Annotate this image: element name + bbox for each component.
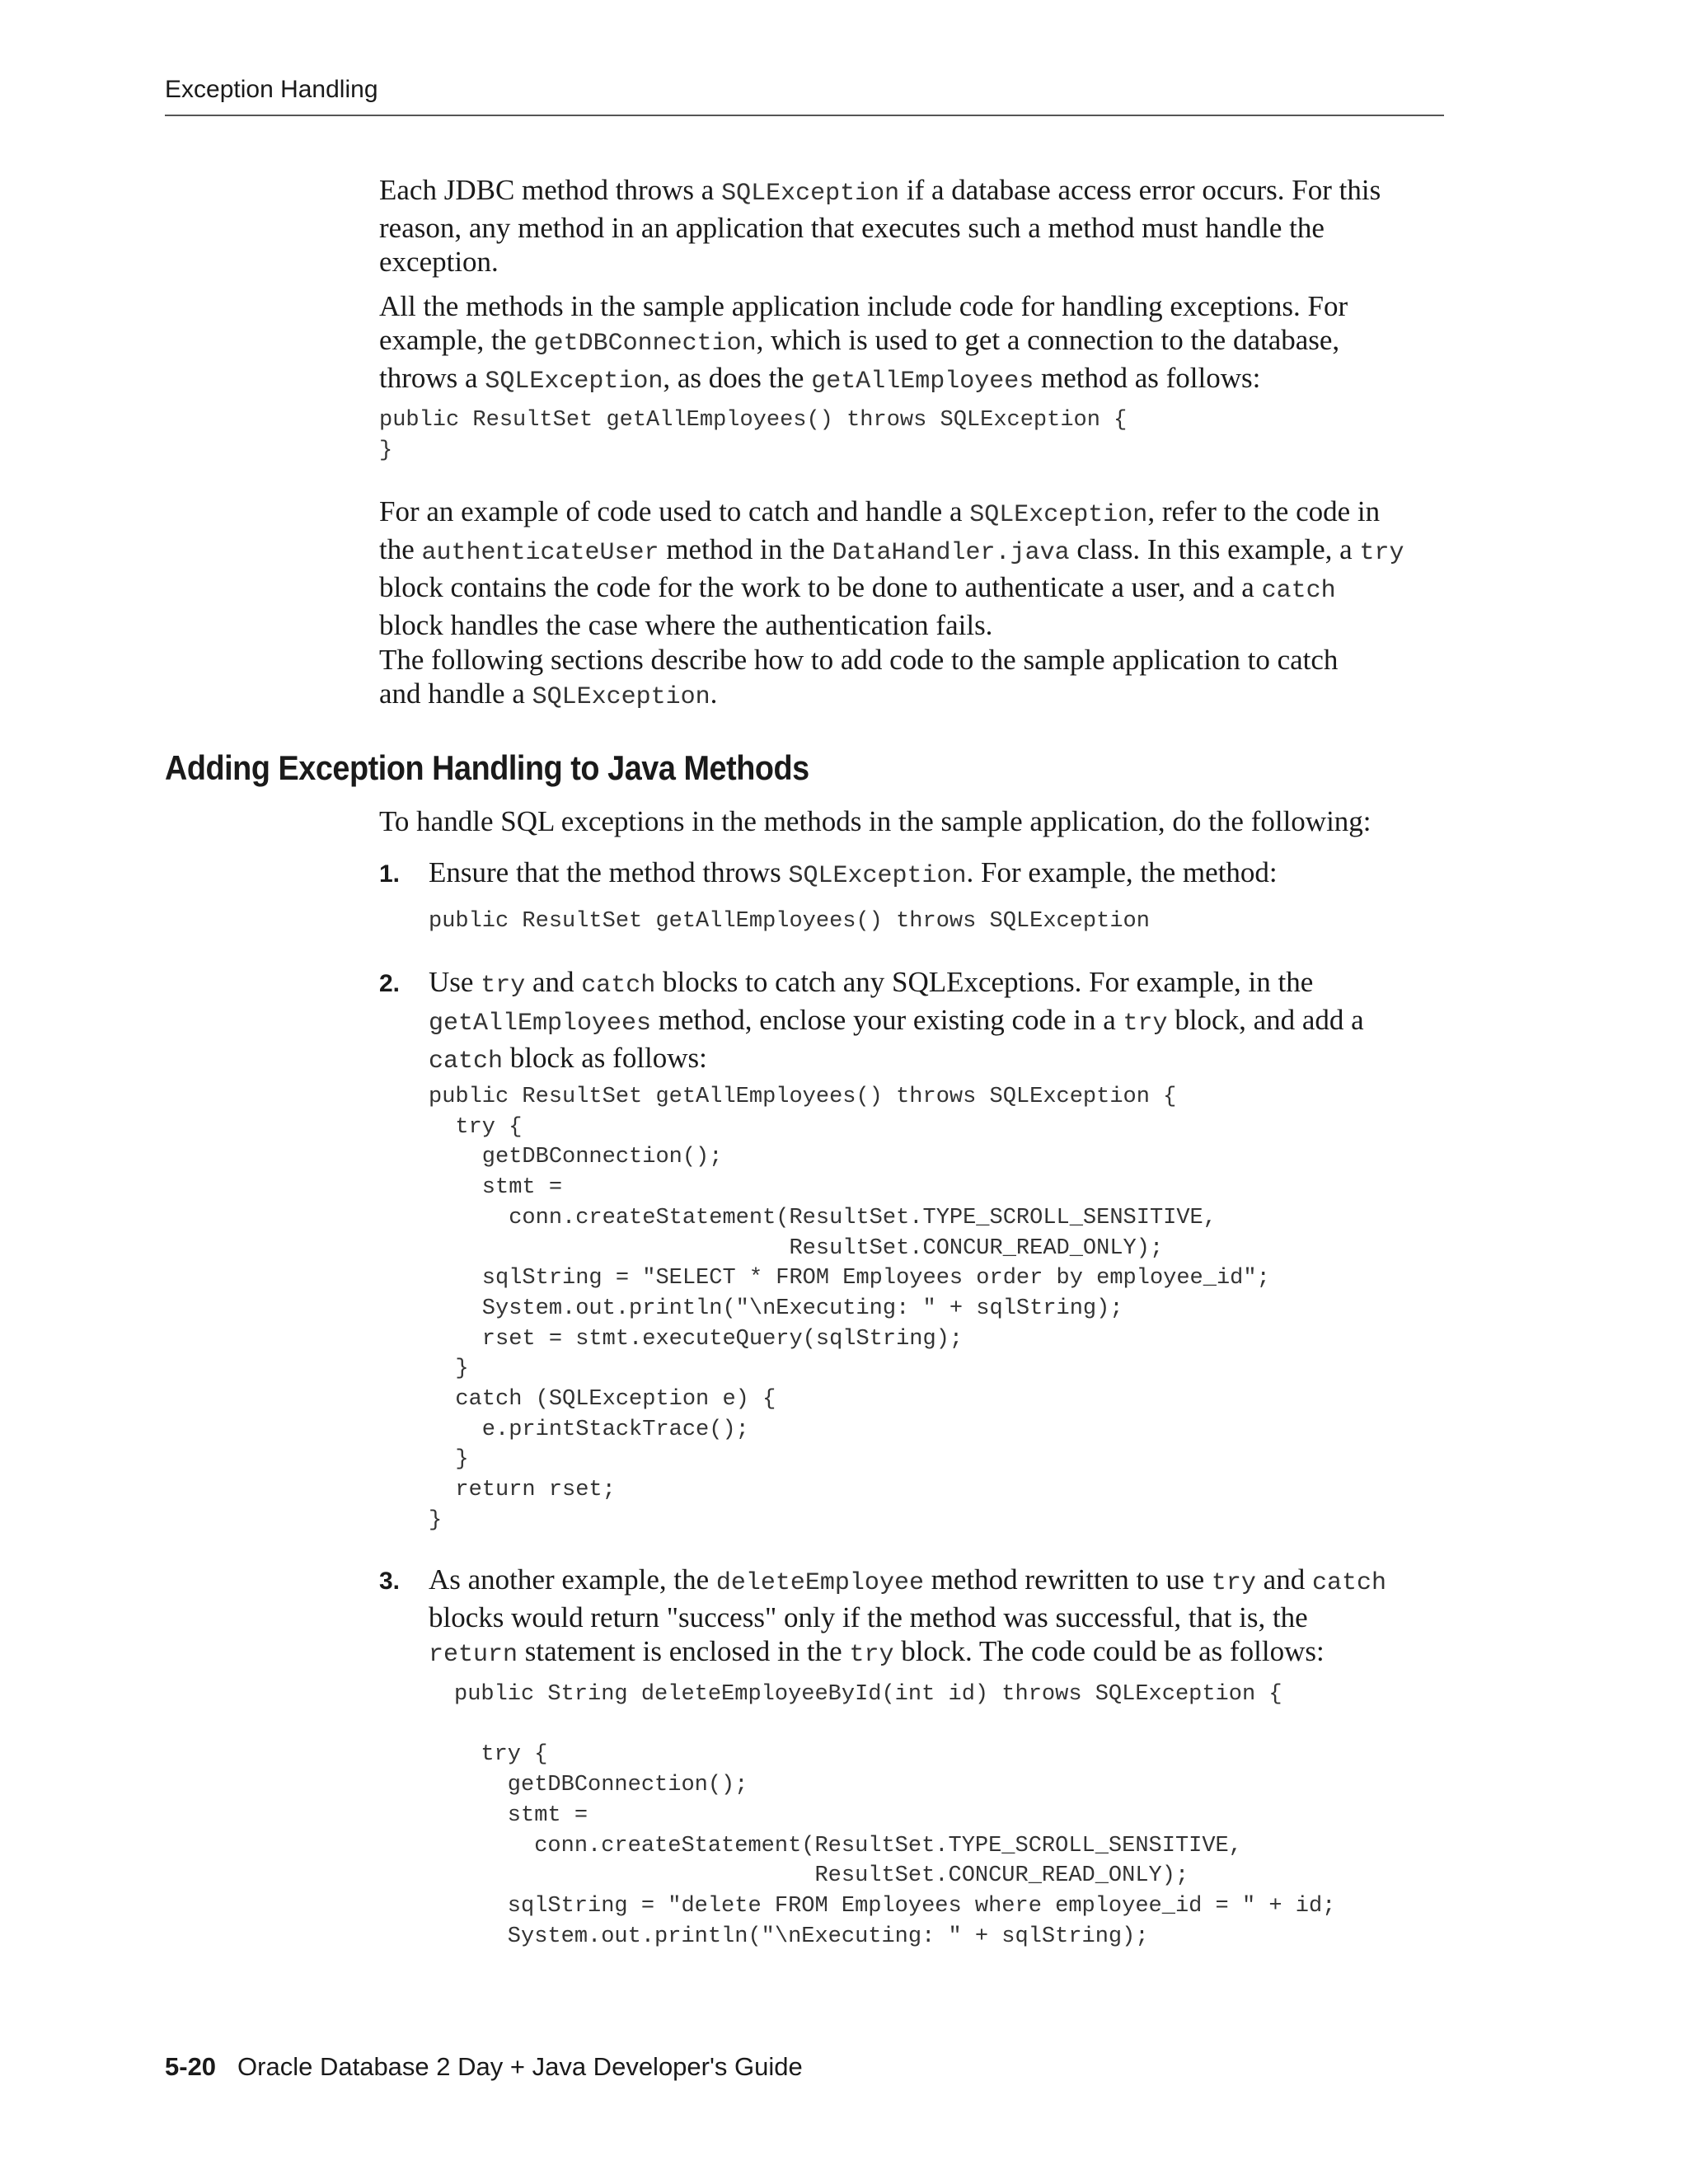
line xyxy=(379,494,1404,532)
text: block. The code could be as follows: xyxy=(893,1635,1325,1667)
line xyxy=(429,1634,1386,1672)
code-term: catch xyxy=(581,972,656,1000)
text: the xyxy=(379,533,422,565)
text: method in the xyxy=(659,533,832,565)
text: Use xyxy=(429,966,481,998)
step-3-text xyxy=(429,1563,1386,1672)
code-term: catch xyxy=(429,1047,504,1076)
code-term: SQLException xyxy=(532,683,710,711)
text: , which is used to get a connection to the database, xyxy=(756,324,1340,356)
code-term: try xyxy=(1211,1569,1256,1597)
line: All the methods in the sample application include code for handling exceptions. For xyxy=(379,290,1348,322)
step-number: 2. xyxy=(379,970,401,997)
code-term: catch xyxy=(1311,1569,1386,1597)
line xyxy=(379,361,1348,399)
text: block contains the code for the work to be done to authenticate a user, and a xyxy=(379,571,1262,603)
intro-paragraph-2 xyxy=(379,289,1348,399)
line: block handles the case where the authentication fails. xyxy=(379,609,993,641)
code-term: getAllEmployees xyxy=(429,1010,652,1038)
line xyxy=(429,965,1364,1003)
code-term: SQLException xyxy=(788,862,967,890)
text: if a database access error occurs. For this xyxy=(899,174,1381,206)
step-1-code: public ResultSet getAllEmployees() throws SQLException xyxy=(429,909,1150,934)
text: Each JDBC method throws a xyxy=(379,174,722,206)
line xyxy=(379,323,1348,361)
step-1-text xyxy=(429,855,1278,893)
text: blocks to catch any SQLExceptions. For example, in the xyxy=(655,966,1314,998)
text: . xyxy=(710,677,718,710)
text: , refer to the code in xyxy=(1147,495,1381,527)
running-header: Exception Handling xyxy=(165,76,378,103)
line xyxy=(429,1041,1364,1079)
code-term: try xyxy=(1123,1010,1168,1038)
line xyxy=(379,532,1404,570)
step-2-code: public ResultSet getAllEmployees() throws SQLException { try { getDBConnection(); stmt = conn.createStatement(ResultSet.TYPE_SCROLL_SENSITIVE, ResultSet.CONCUR_READ_ONLY); sqlString = "SELECT * FROM Employees order by employee_id"; System.out.println("\nExecuting: " + sqlString); rset = stmt.executeQuery(sqlString); } catch (SQLException e) { e.printStackTrace(); } return rset; } xyxy=(429,1085,1270,1533)
line xyxy=(429,1563,1386,1601)
code-term: authenticateUser xyxy=(421,539,659,567)
text: method, enclose your existing code in a xyxy=(651,1004,1123,1036)
line: The following sections describe how to add code to the sample application to catch xyxy=(379,644,1339,676)
line xyxy=(379,173,1381,211)
line xyxy=(429,855,1278,893)
code-term: SQLException xyxy=(485,368,663,396)
intro-paragraph-3 xyxy=(379,494,1404,642)
code-term: catch xyxy=(1261,577,1336,605)
text: method rewritten to use xyxy=(923,1563,1212,1596)
line: blocks would return "success" only if the method was successful, that is, the xyxy=(429,1601,1308,1633)
code-term: return xyxy=(429,1641,518,1669)
code-term: try xyxy=(481,972,526,1000)
code-block-signature: public ResultSet getAllEmployees() throws SQLException { } xyxy=(379,408,1128,463)
text: Ensure that the method throws xyxy=(429,856,789,888)
step-number: 1. xyxy=(379,860,401,888)
text: block as follows: xyxy=(503,1042,707,1074)
line: exception. xyxy=(379,246,499,278)
code-term: deleteEmployee xyxy=(715,1569,924,1597)
code-term: getDBConnection xyxy=(533,330,757,358)
header-rule xyxy=(165,115,1444,116)
page-footer xyxy=(165,2052,803,2082)
step-3-code: public String deleteEmployeeById(int id) throws SQLException { try { getDBConnection(); stmt = conn.createStatement(ResultSet.TYPE_SCROLL_SENSITIVE, ResultSet.CONCUR_READ_ONLY); sqlString = "delete FROM Employees where employee_id = " + id; System.out.println("\nExecuting: " + sqlString); xyxy=(454,1682,1336,1949)
text: example, the xyxy=(379,324,534,356)
text: method as follows: xyxy=(1034,362,1261,394)
text: For an example of code used to catch and handle a xyxy=(379,495,970,527)
text: and xyxy=(1255,1563,1312,1596)
line: reason, any method in an application that executes such a method must handle the xyxy=(379,212,1325,244)
intro-paragraph-4 xyxy=(379,643,1338,715)
text: and handle a xyxy=(379,677,532,710)
text: throws a xyxy=(379,362,485,394)
line xyxy=(379,677,1338,715)
intro-paragraph-1 xyxy=(379,173,1381,279)
step-2-text xyxy=(429,965,1364,1079)
code-term: getAllEmployees xyxy=(811,368,1034,396)
code-term: SQLException xyxy=(721,180,900,208)
text: class. In this example, a xyxy=(1069,533,1360,565)
section-heading: Adding Exception Handling to Java Methods xyxy=(165,748,809,787)
line: To handle SQL exceptions in the methods in the sample application, do the following: xyxy=(379,805,1372,837)
book-title: Oracle Database 2 Day + Java Developer's Guide xyxy=(237,2052,803,2081)
text: and xyxy=(525,966,582,998)
code-term: try xyxy=(1359,539,1404,567)
step-number: 3. xyxy=(379,1568,401,1595)
text: , as does the xyxy=(663,362,812,394)
code-term: DataHandler.java xyxy=(832,539,1070,567)
page-number: 5-20 xyxy=(165,2052,217,2081)
section-lead xyxy=(379,804,1372,838)
text: statement is enclosed in the xyxy=(518,1635,850,1667)
line xyxy=(379,570,1404,608)
code-term: SQLException xyxy=(969,501,1148,529)
line xyxy=(429,1003,1364,1041)
text: . For example, the method: xyxy=(966,856,1278,888)
code-term: try xyxy=(849,1641,894,1669)
text: block, and add a xyxy=(1167,1004,1364,1036)
text: As another example, the xyxy=(429,1563,716,1596)
